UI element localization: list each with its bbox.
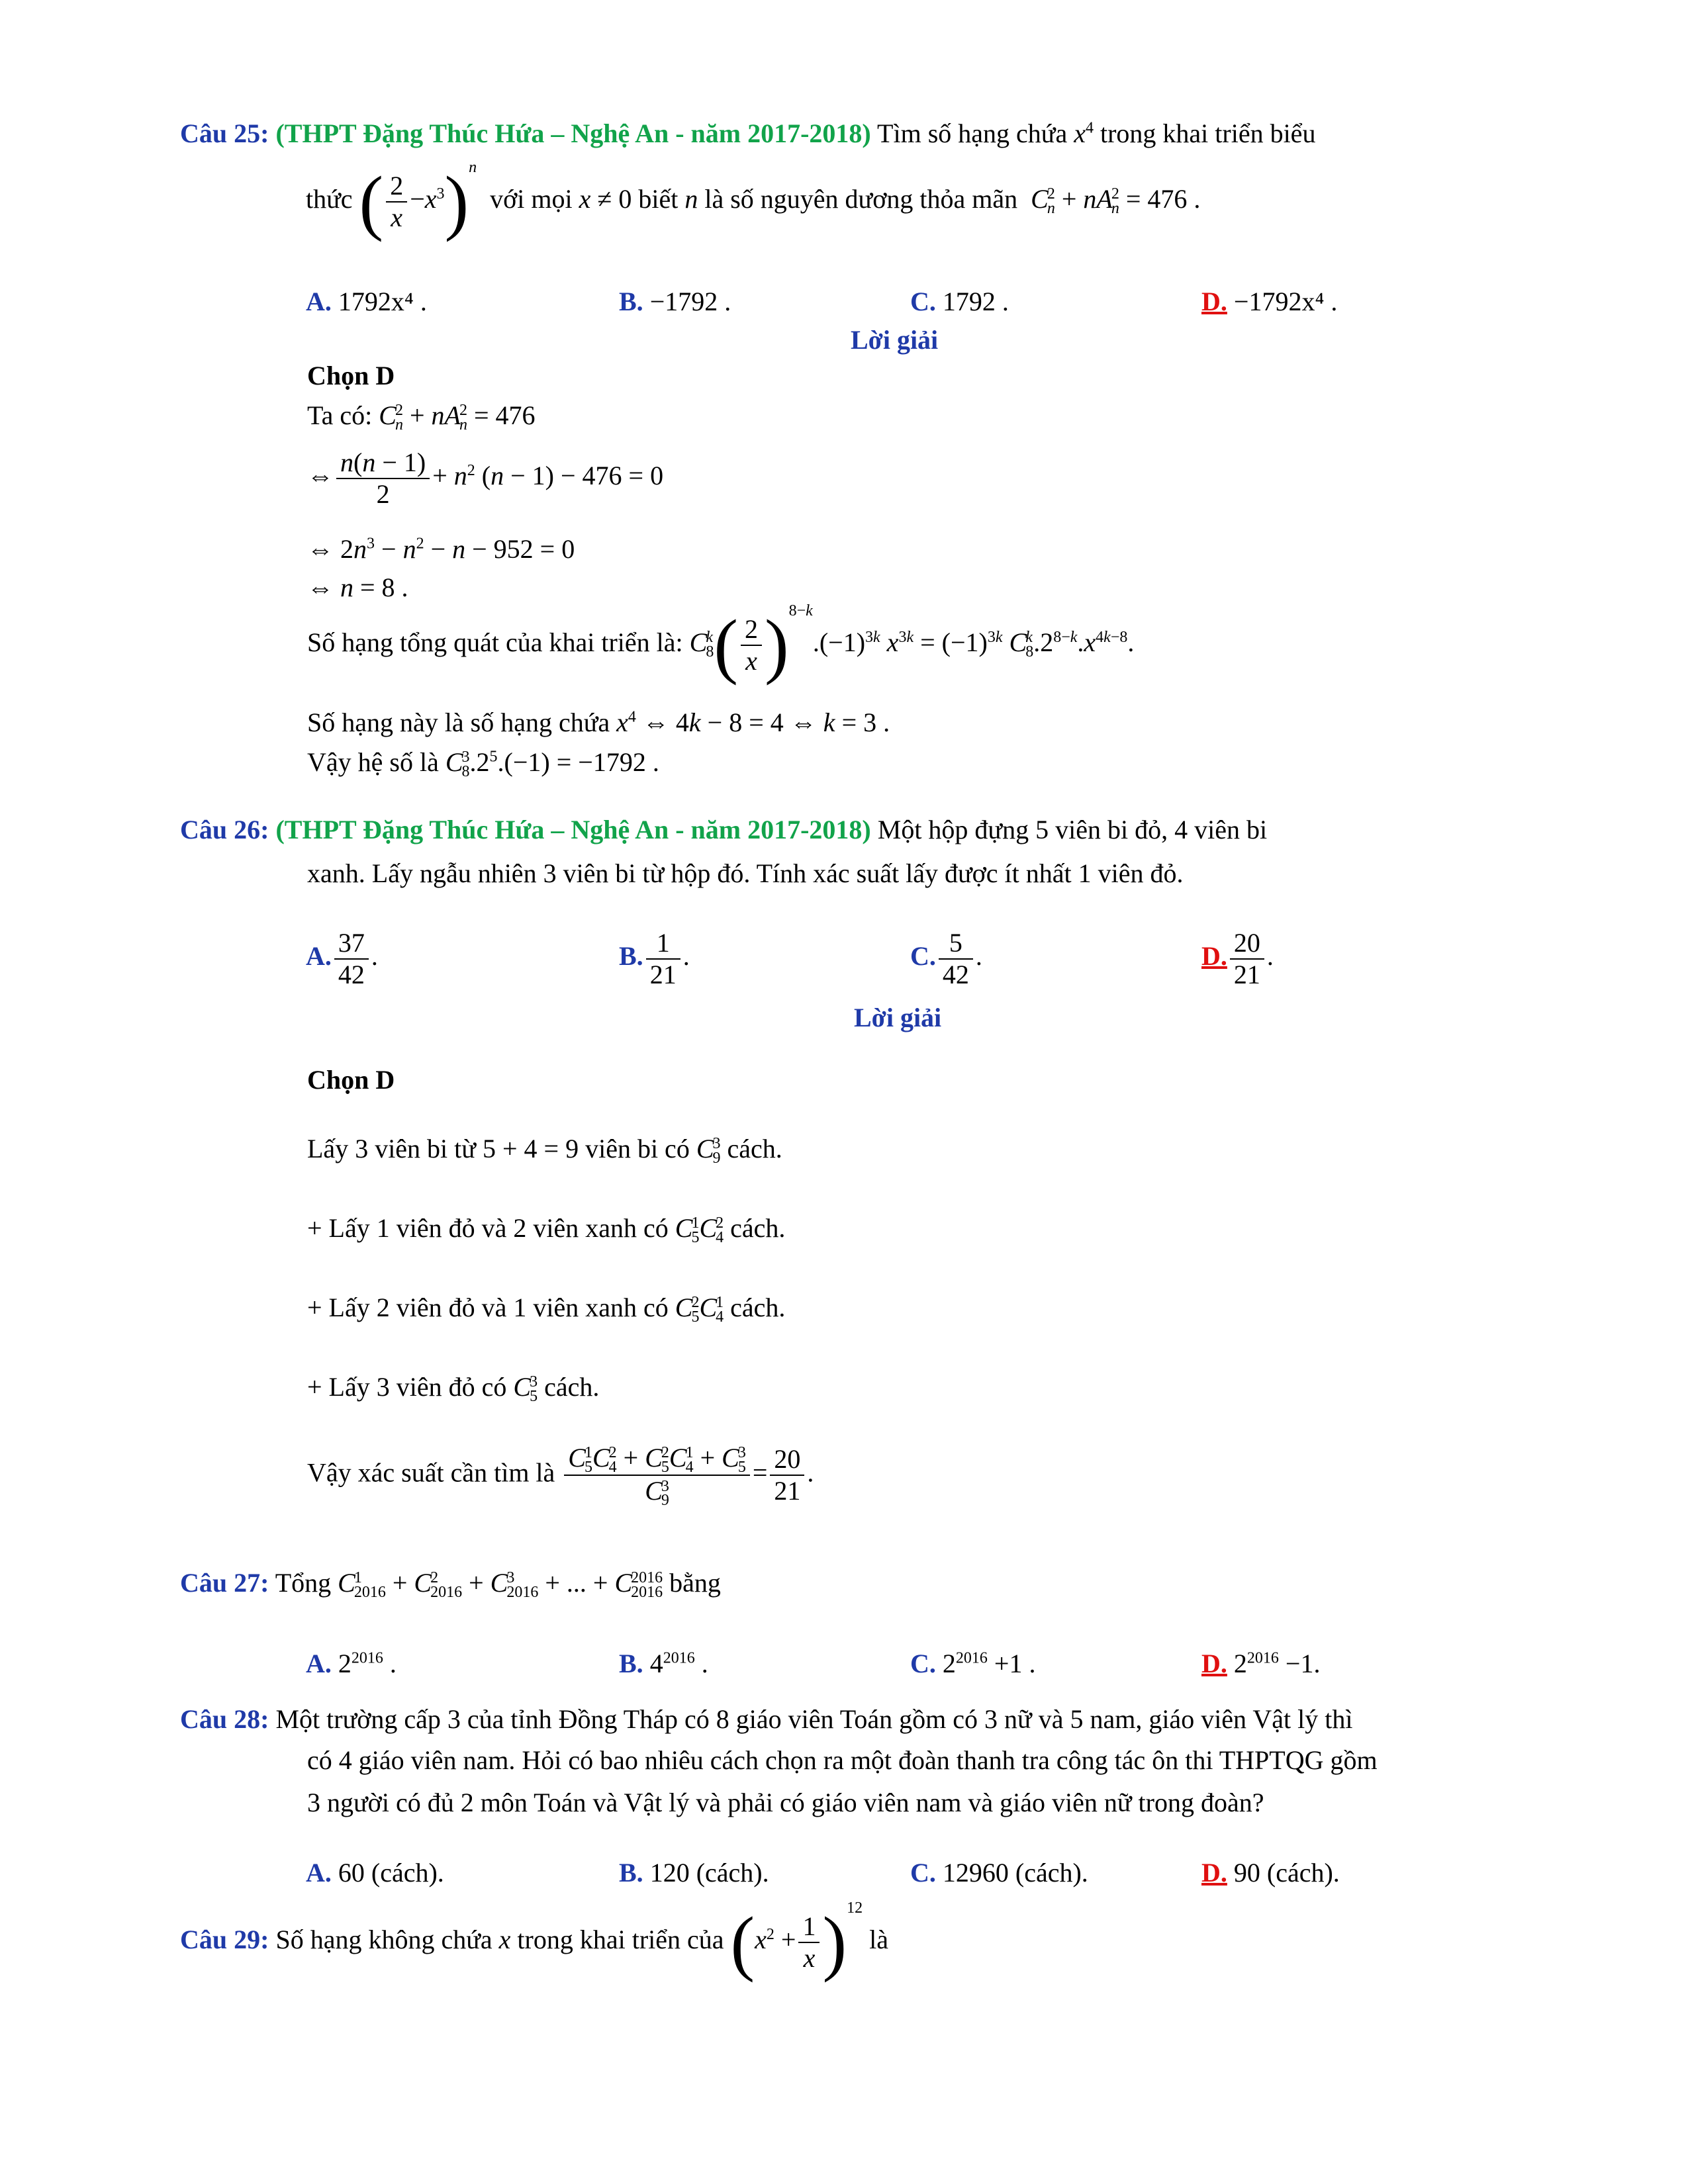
q25-step2: ⇔ $\frac{n(n - 1)}{2}$ + $n^2$ (n − 1) − 476 = 0 [307,447,664,509]
q25-term-line: Số hạng này là số hạng chứa $x^4$ ⇔ 4k − 8 = 4 ⇔ k = 3 . [307,707,890,737]
q25-source: (THPT Đặng Thúc Hứa – Nghệ An - năm 2017-2018) [275,118,871,148]
q25-line2: thức ( $\frac{2}{x}$ $-x^3)^n$ với mọi x ≠ 0 biết n là số nguyên dương thỏa mãn C 2 n + nA 2 n = 476 . [306,158,1201,242]
q25-option-c[interactable]: C. 1792 . [910,287,1009,316]
q28-option-b[interactable]: B. 120 (cách). [619,1858,769,1888]
q25-text-b: trong khai triển biểu [1100,118,1316,148]
q25-step4: ⇔ n = 8 . [307,572,408,602]
q28-line2: có 4 giáo viên nam. Hỏi có bao nhiêu cách chọn ra một đoàn thanh tra công tác ôn thi THPTQG gồm [307,1745,1378,1775]
q25-solution-title: Lời giải [851,325,939,355]
q25-text-c: thức [306,184,353,214]
q25-text-a: Tìm số hạng chứa [877,118,1068,148]
q26-text1: Một hộp đựng 5 viên bi đỏ, 4 viên bi [877,815,1268,844]
q28-label: Câu 28: [180,1704,269,1734]
q28-option-c[interactable]: C. 12960 (cách). [910,1858,1088,1888]
q26-line1: Lấy 3 viên bi từ 5 + 4 = 9 viên bi có C 3 9 cách. [307,1134,782,1167]
q25-text-d: với mọi [490,184,573,214]
q26-option-b[interactable]: B. $\frac{1}{21}$ . [619,928,690,989]
q26-choice: Chọn D [307,1065,395,1095]
q27-label: Câu 27: [180,1568,269,1598]
q28-line1: Câu 28: Một trường cấp 3 của tỉnh Đồng Tháp có 8 giáo viên Toán gồm có 3 nữ và 5 nam, giáo viên Vật lý thì [180,1704,1353,1734]
q26-label: Câu 26: [180,815,269,844]
q25-step3: ⇔ $2n^3 - n^2 - n - 952 = 0$ [307,534,575,564]
q26-option-d[interactable]: D. $\frac{20}{21}$ . [1201,928,1274,989]
q26-line4: + Lấy 3 viên đỏ có C 3 5 cách. [307,1372,600,1405]
q27-option-d[interactable]: D. $2^{2016} -1$. [1201,1649,1321,1678]
q25-text-f: là số nguyên dương thỏa mãn [704,184,1018,214]
q25-coef-line: Vậy hệ số là C 3 8 $.2^5.(-1) = -1792$ . [307,747,659,780]
q25-step1: Ta có: C 2 n + nA 2 n = 476 [307,400,536,433]
q25-option-b[interactable]: B. −1792 . [619,287,731,316]
q26-option-c[interactable]: C. $\frac{5}{42}$ . [910,928,982,989]
q25-text-e: biết [638,184,679,214]
q26-option-a[interactable]: A. $\frac{37}{42}$ . [306,928,378,989]
q26-text2: xanh. Lấy ngẫu nhiên 3 viên bi từ hộp đó. Tính xác suất lấy được ít nhất 1 viên đỏ. [307,858,1184,888]
q25-option-a[interactable]: A. 1792x⁴ . [306,287,427,316]
q28-option-d[interactable]: D. 90 (cách). [1201,1858,1340,1888]
q26-line5: Vậy xác suất cần tìm là C 1 5 C 2 4 + C 2 5 C 1 4 + C 3 5 C 3 9 = $\frac{20}{21}$ . [307,1443,814,1510]
q26-line2: + Lấy 1 viên đỏ và 2 viên xanh có C 1 5 C 2 4 cách. [307,1213,786,1246]
q27-header: Câu 27: Tổng C 1 2016 + C 2 2016 + C 3 2016 + ... + C 2016 2016 bằng [180,1568,721,1601]
q25-general-term: Số hạng tổng quát của khai triển là: C k 8 ( $\frac{2}{x}$ )$^{8-k}.(-1)^{3k}$ $x^{3k} = (-1)^{3k}$ C k 8 $.2^{8-k}.x^{4k-8}$. [307,602,1135,686]
q27-option-b[interactable]: B. $4^{2016}$ . [619,1649,708,1678]
q25-header: Câu 25: (THPT Đặng Thúc Hứa – Nghệ An - năm 2017-2018) Tìm số hạng chứa $x^4$ trong khai triển biểu [180,118,1316,148]
q26-solution-title: Lời giải [854,1003,942,1032]
q27-option-c[interactable]: C. $2^{2016} +1$ . [910,1649,1036,1678]
q28-option-a[interactable]: A. 60 (cách). [306,1858,444,1888]
q26-header [180,814,1267,846]
q27-option-a[interactable]: A. $2^{2016}$ . [306,1649,397,1678]
q29-line: Câu 29: Số hạng không chứa x trong khai triển của ($x^2$ + $\frac{1}{x}$ )$^{12}$ là [180,1899,888,1983]
q28-line3: 3 người có đủ 2 môn Toán và Vật lý và phải có giáo viên nam và giáo viên nữ trong đoàn? [307,1788,1264,1817]
q26-line3: + Lấy 2 viên đỏ và 1 viên xanh có C 2 5 C 1 4 cách. [307,1293,786,1326]
q25-option-d[interactable]: D. −1792x⁴ . [1201,287,1338,316]
q26-source: (THPT Đặng Thúc Hứa – Nghệ An - năm 2017-2018) [275,815,871,844]
q25-label: Câu 25: [180,118,269,148]
q29-label: Câu 29: [180,1925,269,1955]
q25-choice: Chọn D [307,361,395,390]
